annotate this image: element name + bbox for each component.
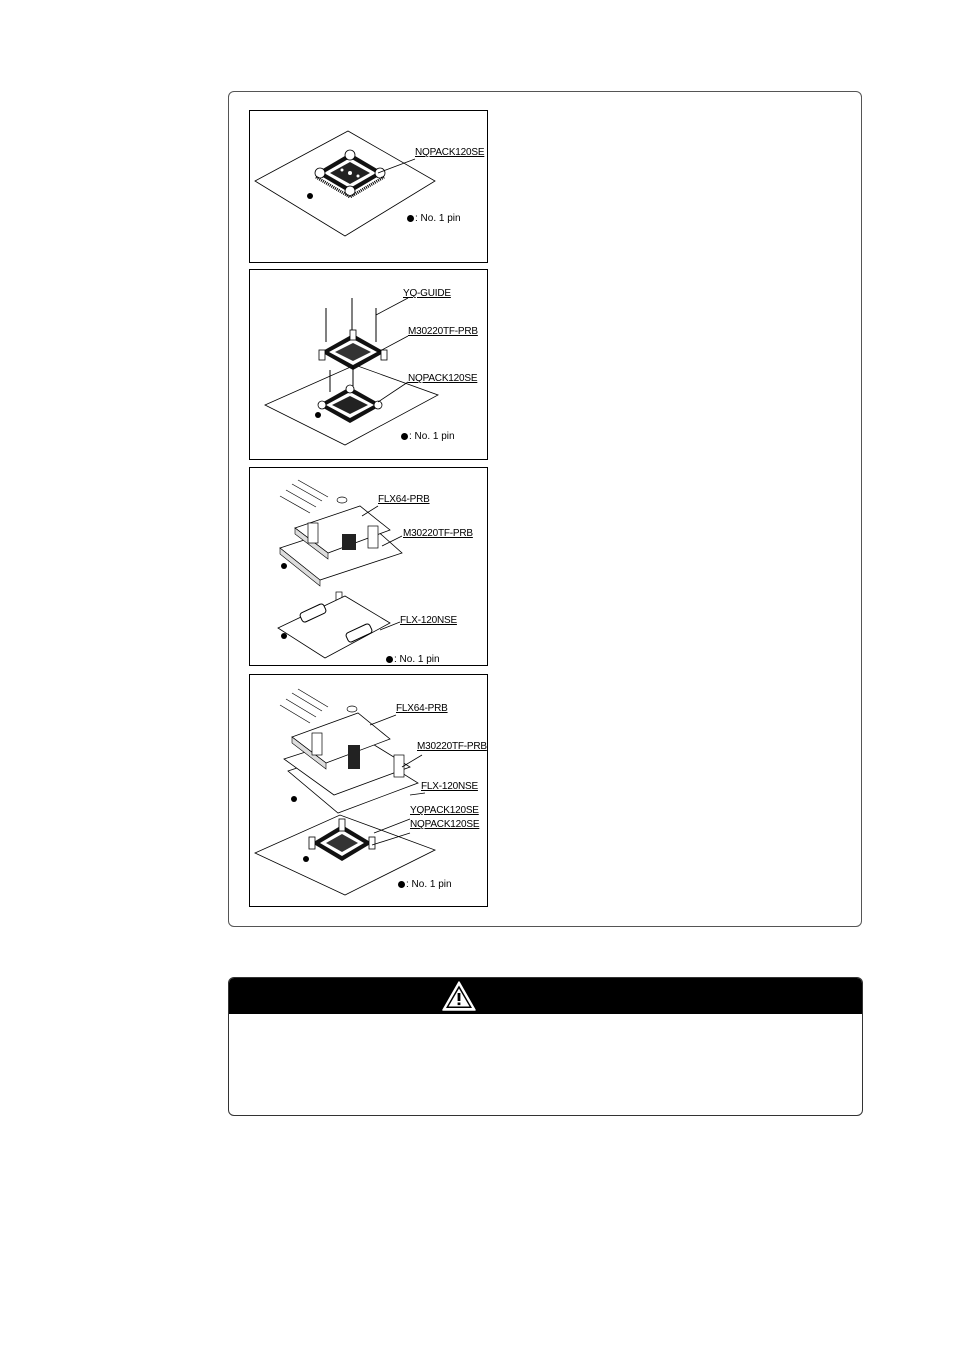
pin-note-text: : No. 1 pin [406,879,452,890]
pin-marker-icon [401,433,408,440]
warning-box [228,977,863,1116]
callout-label: M30220TF-PRB [417,741,487,752]
pin-marker-icon [407,215,414,222]
diagram-panel-2 [249,269,488,460]
callout-label: YQ-GUIDE [403,288,451,299]
warning-triangle-icon [441,980,477,1012]
callout-label: M30220TF-PRB [408,326,478,337]
diagram-panel-1 [249,110,488,263]
callout-label: NQPACK120SE [410,819,480,830]
pin-note [386,654,440,665]
callout-label: YQPACK120SE [410,805,479,816]
pin-note [407,213,461,224]
pin-marker-icon [398,881,405,888]
callout-label: FLX64-PRB [396,703,448,714]
callout-label: NQPACK120SE [408,373,478,384]
pin-note [401,431,455,442]
flx-assembly-illustration [250,468,489,667]
callout-label: FLX-120NSE [421,781,478,792]
pin-note [398,879,452,890]
callout-label: FLX-120NSE [400,615,457,626]
pin-note-text: : No. 1 pin [409,431,455,442]
diagram-panel-4 [249,674,488,907]
nqpack-socket-illustration [250,111,489,264]
callout-label: NQPACK120SE [415,147,485,158]
pin-note-text: : No. 1 pin [394,654,440,665]
callout-label: M30220TF-PRB [403,528,473,539]
warning-header-bar [229,978,862,1014]
callout-label: FLX64-PRB [378,494,430,505]
pin-marker-icon [386,656,393,663]
diagram-panel-3 [249,467,488,666]
pin-note-text: : No. 1 pin [415,213,461,224]
